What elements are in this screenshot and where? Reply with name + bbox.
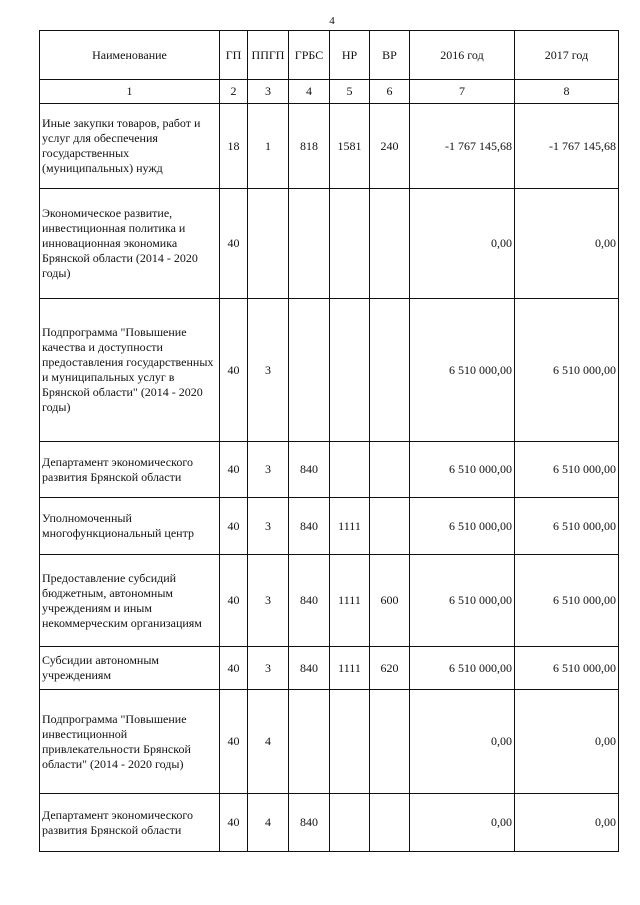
cell-ppgp: 3 <box>248 299 289 442</box>
table-row <box>40 690 619 794</box>
cell-grbs: 840 <box>289 794 330 852</box>
cell-2017: 0,00 <box>515 189 619 299</box>
cell-2017: 6 510 000,00 <box>515 442 619 498</box>
cell-vr: 240 <box>370 104 410 189</box>
cell-ppgp: 3 <box>248 442 289 498</box>
table-row <box>40 647 619 690</box>
cell-gp: 40 <box>220 498 248 555</box>
table-body <box>40 104 619 852</box>
cell-name: Уполномоченный многофункциональный центр <box>40 498 220 555</box>
cell-nr: 1111 <box>330 555 370 647</box>
cell-vr: 620 <box>370 647 410 690</box>
cell-2016: 0,00 <box>410 690 515 794</box>
header-ppgp: ППГП <box>248 31 289 80</box>
cell-grbs: 840 <box>289 442 330 498</box>
cell-gp: 40 <box>220 555 248 647</box>
cell-grbs: 840 <box>289 647 330 690</box>
cell-2017: 6 510 000,00 <box>515 498 619 555</box>
header-vr: ВР <box>370 31 410 80</box>
cell-name: Иные закупки товаров, работ и услуг для обеспечения государственных (муниципальных) нужд <box>40 104 220 189</box>
cell-grbs <box>289 690 330 794</box>
cell-nr: 1111 <box>330 498 370 555</box>
header-nr: НР <box>330 31 370 80</box>
cell-2017: 6 510 000,00 <box>515 299 619 442</box>
cell-nr <box>330 442 370 498</box>
cell-name: Подпрограмма "Повышение инвестиционной привлекательности Брянской области" (2014 - 2020 годы) <box>40 690 220 794</box>
cell-nr <box>330 299 370 442</box>
column-number: 8 <box>515 80 619 104</box>
cell-nr: 1111 <box>330 647 370 690</box>
cell-grbs <box>289 189 330 299</box>
cell-vr <box>370 442 410 498</box>
column-number: 2 <box>220 80 248 104</box>
table-row <box>40 299 619 442</box>
column-number-row <box>40 80 619 104</box>
cell-nr <box>330 690 370 794</box>
cell-gp: 40 <box>220 794 248 852</box>
cell-2016: 6 510 000,00 <box>410 442 515 498</box>
cell-gp: 40 <box>220 189 248 299</box>
header-name: Наименование <box>40 31 220 80</box>
cell-ppgp: 3 <box>248 498 289 555</box>
cell-2017: 0,00 <box>515 690 619 794</box>
cell-ppgp: 3 <box>248 555 289 647</box>
cell-2016: 0,00 <box>410 189 515 299</box>
cell-grbs: 840 <box>289 498 330 555</box>
page-number: 4 <box>329 15 335 27</box>
column-number: 4 <box>289 80 330 104</box>
table-row <box>40 442 619 498</box>
cell-nr <box>330 794 370 852</box>
cell-name: Предоставление субсидий бюджетным, автономным учреждениям и иным некоммерческим организациям <box>40 555 220 647</box>
budget-table <box>39 30 619 852</box>
column-number: 3 <box>248 80 289 104</box>
table-row <box>40 555 619 647</box>
cell-2017: 6 510 000,00 <box>515 647 619 690</box>
cell-vr: 600 <box>370 555 410 647</box>
cell-name: Субсидии автономным учреждениям <box>40 647 220 690</box>
cell-gp: 40 <box>220 299 248 442</box>
cell-name: Подпрограмма "Повышение качества и доступности предоставления государственных и муниципальных услуг в Брянской области" (2014 - 2020 годы) <box>40 299 220 442</box>
cell-ppgp: 3 <box>248 647 289 690</box>
column-number: 7 <box>410 80 515 104</box>
header-2017: 2017 год <box>515 31 619 80</box>
cell-grbs: 840 <box>289 555 330 647</box>
cell-vr <box>370 794 410 852</box>
cell-gp: 40 <box>220 647 248 690</box>
cell-vr <box>370 498 410 555</box>
table-row <box>40 498 619 555</box>
cell-vr <box>370 189 410 299</box>
cell-vr <box>370 299 410 442</box>
cell-gp: 18 <box>220 104 248 189</box>
table-row <box>40 189 619 299</box>
cell-ppgp: 4 <box>248 690 289 794</box>
cell-name: Департамент экономического развития Брянской области <box>40 442 220 498</box>
cell-2016: 6 510 000,00 <box>410 299 515 442</box>
cell-2017: 6 510 000,00 <box>515 555 619 647</box>
cell-name: Департамент экономического развития Брянской области <box>40 794 220 852</box>
header-row <box>40 31 619 80</box>
column-number: 1 <box>40 80 220 104</box>
cell-2016: 6 510 000,00 <box>410 647 515 690</box>
cell-gp: 40 <box>220 690 248 794</box>
table-row <box>40 104 619 189</box>
cell-ppgp: 4 <box>248 794 289 852</box>
cell-name: Экономическое развитие, инвестиционная политика и инновационная экономика Брянской области (2014 - 2020 годы) <box>40 189 220 299</box>
column-number: 6 <box>370 80 410 104</box>
cell-2016: -1 767 145,68 <box>410 104 515 189</box>
table-row <box>40 794 619 852</box>
cell-grbs <box>289 299 330 442</box>
cell-2016: 0,00 <box>410 794 515 852</box>
cell-nr <box>330 189 370 299</box>
cell-nr: 1581 <box>330 104 370 189</box>
cell-2017: 0,00 <box>515 794 619 852</box>
header-gp: ГП <box>220 31 248 80</box>
header-grbs: ГРБС <box>289 31 330 80</box>
cell-vr <box>370 690 410 794</box>
cell-ppgp: 1 <box>248 104 289 189</box>
cell-2016: 6 510 000,00 <box>410 555 515 647</box>
cell-2017: -1 767 145,68 <box>515 104 619 189</box>
cell-gp: 40 <box>220 442 248 498</box>
cell-grbs: 818 <box>289 104 330 189</box>
column-number: 5 <box>330 80 370 104</box>
header-2016: 2016 год <box>410 31 515 80</box>
cell-ppgp <box>248 189 289 299</box>
cell-2016: 6 510 000,00 <box>410 498 515 555</box>
